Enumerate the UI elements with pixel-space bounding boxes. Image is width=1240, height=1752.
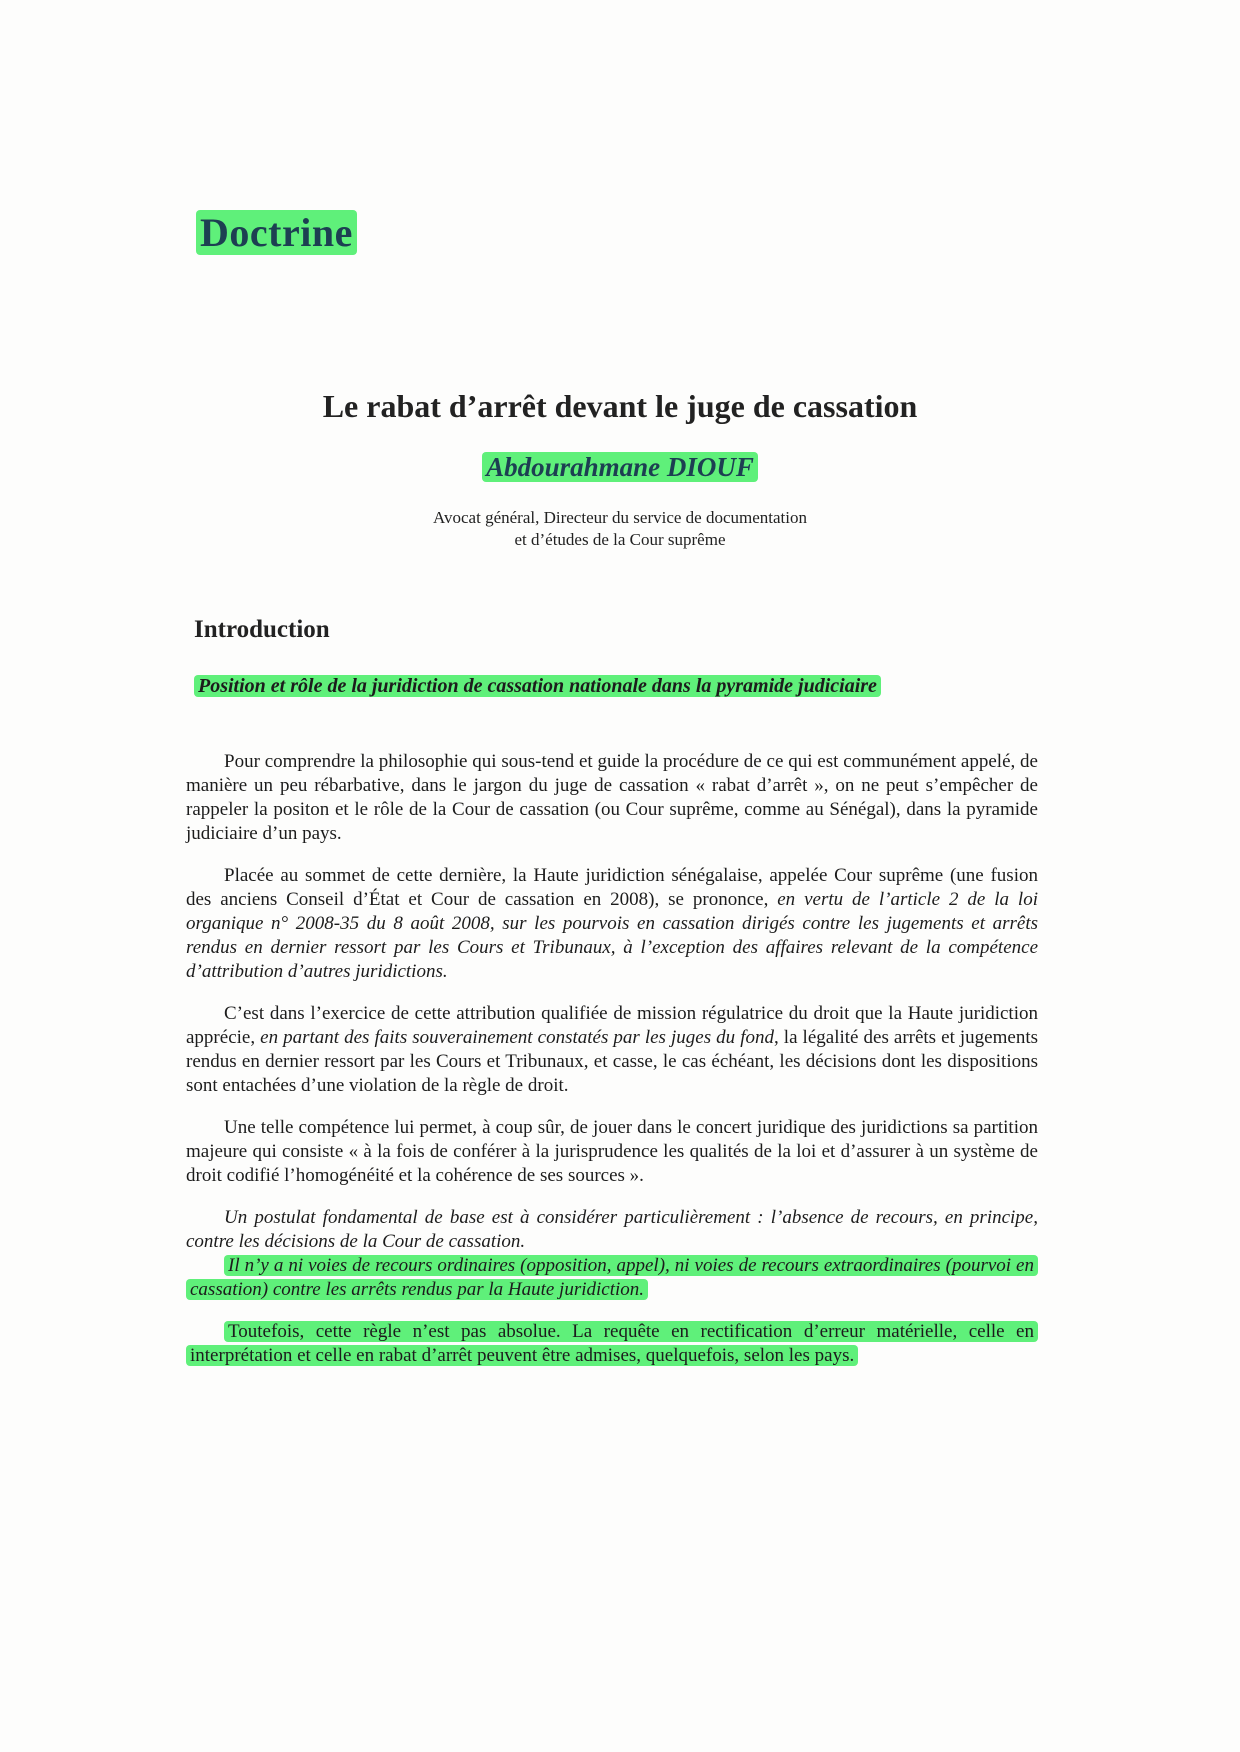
introduction-heading: Introduction (194, 616, 330, 643)
author-affiliation (0, 507, 1240, 551)
paragraph-1: Pour comprendre la philosophie qui sous-tend et guide la procédure de ce qui est communément appelé, de manière un peu rébarbative, dans le jargon du juge de cassation « rabat d’arrêt », on ne peut s’empêcher de rappeler la positon et le rôle de la Cour de cassation (ou Cour suprême, comme au Sénégal), dans la pyramide judiciaire d’un pays. (186, 751, 1038, 844)
paragraph-5: Un postulat fondamental de base est à considérer particulièrement : l’absence de recours, en principe, contre les décisions de la Cour de cassation. (186, 1207, 1038, 1252)
paragraph-3-start: C’est dans l’exercice de cette attribution qualifiée de mission régulatrice du droit que la Haute juridiction apprécie, (186, 1003, 1038, 1048)
paragraph-2-italic: en vertu de l’article 2 de la loi organique n° 2008-35 du 8 août 2008, sur les pourvois en cassation dirigés contre les jugements et arrêts rendus en dernier ressort par les Cours et Tribunaux, à l’exception des affaires relevant de la compétence d’attribution d’autres juridictions. (186, 889, 1038, 982)
paragraph-6 (186, 1254, 1038, 1302)
section-label (196, 208, 357, 258)
affiliation-line-1: Avocat général, Directeur du service de documentation (433, 508, 807, 527)
author-name (0, 452, 1240, 483)
paragraph-7-highlight: Toutefois, cette règle n’est pas absolue. La requête en rectification d’erreur matérielle, celle en interprétation et celle en rabat d’arrêt peuvent être admises, quelquefois, selon les pays. (186, 1321, 1038, 1366)
paragraph-7 (186, 1320, 1038, 1368)
body-text (186, 750, 1038, 1386)
article-title: Le rabat d’arrêt devant le juge de cassation (322, 388, 918, 424)
paragraph-2-start: Placée au sommet de cette dernière, la Haute juridiction sénégalaise, appelée Cour suprême (une fusion des anciens Conseil d’État et Cour de cassation en 2008), se prononce, (186, 865, 1038, 910)
subheading-text: Position et rôle de la juridiction de cassation nationale dans la pyramide judiciaire (194, 675, 881, 697)
author-name-text: Abdourahmane DIOUF (482, 452, 758, 482)
introduction-subheading (194, 674, 1060, 699)
paragraph-3 (186, 1002, 1038, 1098)
section-label-text: Doctrine (196, 210, 357, 255)
paragraph-3-italic: en partant des faits souverainement constatés par les juges du fond (260, 1027, 774, 1048)
paragraph-4: Une telle compétence lui permet, à coup sûr, de jouer dans le concert juridique des juridictions sa partition majeure qui consiste « à la fois de conférer à la jurisprudence les qualités de la loi et d’assurer à un système de droit codifié l’homogénéité et la cohérence de ses sources ». (186, 1117, 1038, 1186)
affiliation-line-2: et d’études de la Cour suprême (514, 530, 726, 549)
paragraph-6-highlight: Il n’y a ni voies de recours ordinaires (opposition, appel), ni voies de recours extraordinaires (pourvoi en cassation) contre les arrêts rendus par la Haute juridiction. (186, 1255, 1038, 1300)
paragraph-3-end: , la légalité des arrêts et jugements rendus en dernier ressort par les Cours et Tribunaux, et casse, le cas échéant, les décisions dont les dispositions sont entachées d’une violation de la règle de droit. (186, 1027, 1038, 1096)
paragraph-2 (186, 864, 1038, 984)
